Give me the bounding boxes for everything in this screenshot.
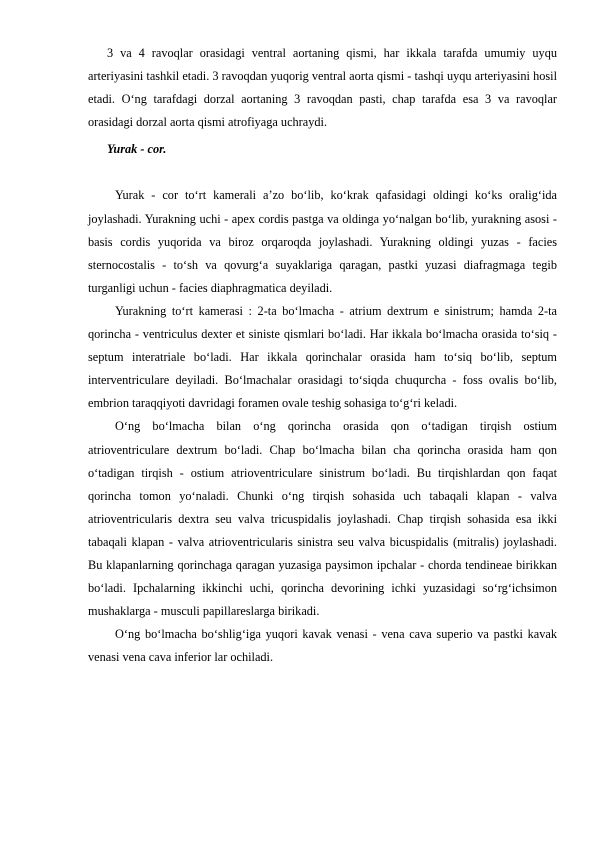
paragraph-valves: O‘ng bo‘lmacha bilan o‘ng qorincha orasida qon o‘tadigan tirqish ostium atrioventriculare dextrum bo‘ladi. Chap bo‘lmacha bilan cha qorincha orasida ham qon o‘tadigan tirqish - ostium atrioventriculare sinistrum bo‘ladi. Bu tirqishlardan qon faqat qorincha tomon yo‘naladi. Chunki o‘ng tirqish sohasida uch tabaqali klapan - valva atrioventricularis dextra seu valva tricuspidalis joylashadi. Chap tirqish sohasida esa ikki tabaqali klapan - valva atrioventricularis sinistra seu valva bicuspidalis (mitralis) joylashadi. Bu klapanlarning qorinchaga qaragan yuzasiga paysimon ipchalar - chorda tendineae birikkan bo‘ladi. Ipchalarning ikkinchi uchi, qorincha devorining ichki yuzasidagi so‘rg‘ichsimon mushaklarga - musculi papillareslarga birikadi.	[88, 419, 557, 619]
blank-line	[88, 161, 557, 184]
paragraph-heart-description: Yurak - cor to‘rt kamerali a’zo bo‘lib, ko‘krak qafasidagi oldingi ko‘ks oralig‘ida joylashadi. Yurakning uchi - apex cordis pastga va oldinga yo‘nalgan bo‘lib, yurakning asosi - basis cordis yuqorida va biroz orqaroqda joylashadi. Yurakning oldingi yuzas - facies sternocostalis - to‘sh va qovurg‘a suyaklariga qaragan, pastki yuzasi diafragmaga tegib turganligi uchun - facies diaphragmatica deyiladi.	[88, 188, 557, 295]
document-page	[88, 42, 557, 669]
paragraph-aorta: 3 va 4 ravoqlar orasidagi ventral aortaning qismi, har ikkala tarafda umumiy uyqu arteriyasini tashkil etadi. 3 ravoqdan yuqorig ventral aorta qismi - tashqi uyqu arteriyasini hosil etadi. O‘ng tarafdagi dorzal aortaning 3 ravoqdan pasti, chap tarafda esa 3 va ravoqlar orasidagi dorzal aorta qismi atrofiyaga uchraydi.	[88, 46, 557, 130]
paragraph-heart-chambers: Yurakning to‘rt kamerasi : 2-ta bo‘lmacha - atrium dextrum e sinistrum; hamda 2-ta qorincha - ventriculus dexter et siniste qismlari bo‘ladi. Har ikkala bo‘lmacha orasida to‘siq - septum interatriale bo‘ladi. Har ikkala qorinchalar orasida ham to‘siq bo‘lib, septum interventriculare deyiladi. Bo‘lmachalar orasidagi to‘siqda chuqurcha - foss ovalis bo‘lib, embrion taraqqiyoti davridagi foramen ovale teshig sohasiga to‘g‘ri keladi.	[88, 303, 557, 411]
section-heading: Yurak - cor.	[107, 142, 167, 157]
paragraph-vena-cava: O‘ng bo‘lmacha bo‘shlig‘iga yuqori kavak venasi - vena cava superio va pastki kavak venasi vena cava inferior lar ochiladi.	[88, 627, 557, 665]
